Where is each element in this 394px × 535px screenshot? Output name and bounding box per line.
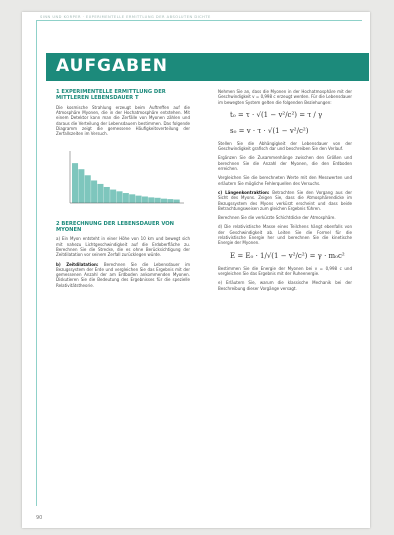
histogram-bar	[97, 184, 103, 203]
right-text-7: d) Die relativistische Masse eines Teilchens hängt ebenfalls von der Geschwindigkeit ab. Leiten Sie die Formel für die relativistische Energie her und berechnen Sie die kinetische Energie der Myonen.	[218, 224, 352, 246]
histogram-svg	[56, 141, 190, 215]
top-rule	[36, 20, 362, 21]
page-number: 90	[36, 515, 43, 521]
histogram-bar	[142, 196, 148, 203]
section-2-text-a: a) Ein Myon entsteht in einer Höhe von 10 km und bewegt sich mit nahezu Lichtgeschwindigkeit auf die Erdoberfläche zu. Berechnen Sie die Strecke, die es ohne Berücksichtigung der Zeitdilatation vor seinem Zerfall zurücklegen würde.	[56, 236, 190, 258]
right-text-8: Bestimmen Sie die Energie der Myonen bei v = 0,998 c und vergleichen Sie das Ergebnis mit der Ruheenergie.	[218, 265, 352, 276]
histogram-bar	[174, 199, 180, 202]
histogram-bar	[155, 197, 161, 202]
section-1-text: Die kosmische Strahlung erzeugt beim Auftreffen auf die Atmosphäre Myonen, die in der Hochatmosphäre entstehen. Mit einem Detektor kann man die Zerfälle von Myonen zählen und daraus die Verteilung der Lebensdauern bestimmen. Das folgende Diagramm zeigt die gemessene Häufigkeitsverteilung der Zerfallszeiten im Versuch.	[56, 104, 190, 137]
histogram-chart	[56, 141, 190, 215]
histogram-bar	[91, 180, 97, 203]
equation-2: s₀ = v · τ · √(1 − v²/c²)	[230, 126, 309, 135]
equation-3: E = E₀ · 1/√(1 − v²/c²) = γ · m₀c²	[230, 251, 345, 260]
section-2-text-b-body: Berechnen Sie die Lebensdauer im Bezugssystem der Erde und vergleichen Sie das Ergebnis mit der gemessenen Anzahl der am Erdboden ankommenden Myonen. Diskutieren Sie die Bedeutung des Ergebnisses für die spezielle Relativitätstheorie.	[56, 261, 190, 288]
right-text-5	[218, 190, 352, 211]
histogram-bar	[78, 169, 84, 203]
histogram-bar	[85, 175, 91, 203]
right-intro: Nehmen Sie an, dass die Myonen in der Hochatmosphäre mit der Geschwindigkeit v = 0,998 c erzeugt werden. Für die Lebensdauer im bewegten System gelten die folgenden Beziehungen:	[218, 89, 352, 105]
histogram-bar	[167, 199, 173, 203]
section-2-text-b	[56, 262, 190, 288]
running-head: SINN UND KÖRPER · EXPERIMENTELLE ERMITTLUNG DER ABSOLUTEN DICHTE	[40, 15, 211, 19]
histogram-bar	[148, 197, 154, 203]
histogram-bar	[161, 198, 167, 202]
document-page	[22, 12, 370, 528]
left-column	[56, 89, 190, 292]
page-title: AUFGABEN	[56, 56, 168, 76]
histogram-bar	[110, 189, 116, 202]
right-text-5-body: Betrachten Sie den Vorgang aus der Sicht des Myons. Zeigen Sie, dass die Atmosphärendicke im Bezugssystem des Myons verkürzt erscheint und dass beide Betrachtungsweisen zum gleichen Ergebnis führen.	[218, 189, 352, 211]
left-rule	[36, 20, 37, 506]
section-1-heading: 1 EXPERIMENTELLE ERMITTLUNG DER MITTLEREN LEBENSDAUER Τ	[56, 89, 166, 102]
right-text-2: Stellen Sie die Abhängigkeit der Lebensdauer von der Geschwindigkeit grafisch dar und beschreiben Sie den Verlauf.	[218, 140, 352, 152]
right-column	[218, 89, 352, 295]
histogram-bar	[104, 187, 110, 203]
right-text-6: Berechnen Sie die verkürzte Schichtdicke der Atmosphäre.	[218, 215, 336, 221]
histogram-bar	[72, 163, 78, 203]
section-2-text-b-label: b) Zeitdilatation:	[56, 261, 99, 267]
title-bar	[46, 53, 369, 81]
right-text-9: e) Erläutern Sie, warum die klassische Mechanik bei der Beschreibung dieser Vorgänge versagt.	[218, 280, 352, 291]
histogram-bar	[136, 195, 142, 202]
right-text-3: Ergänzen Sie die Zusammenhänge zwischen den Größen und berechnen Sie die Anzahl der Myonen, die den Erdboden erreichen.	[218, 155, 352, 172]
right-text-4: Vergleichen Sie die berechneten Werte mit den Messwerten und erläutern Sie mögliche Fehlerquellen des Versuchs.	[218, 175, 352, 186]
histogram-bar	[123, 193, 129, 203]
equation-1: t₀ = τ · √(1 − v²/c²) = τ / γ	[230, 110, 323, 119]
section-2-heading: 2 BERECHNUNG DER LEBENSDAUER VON MYONEN	[56, 220, 175, 233]
histogram-bar	[129, 194, 135, 203]
right-text-5-label: c) Längenkontraktion:	[218, 189, 270, 195]
histogram-bar	[116, 191, 122, 203]
